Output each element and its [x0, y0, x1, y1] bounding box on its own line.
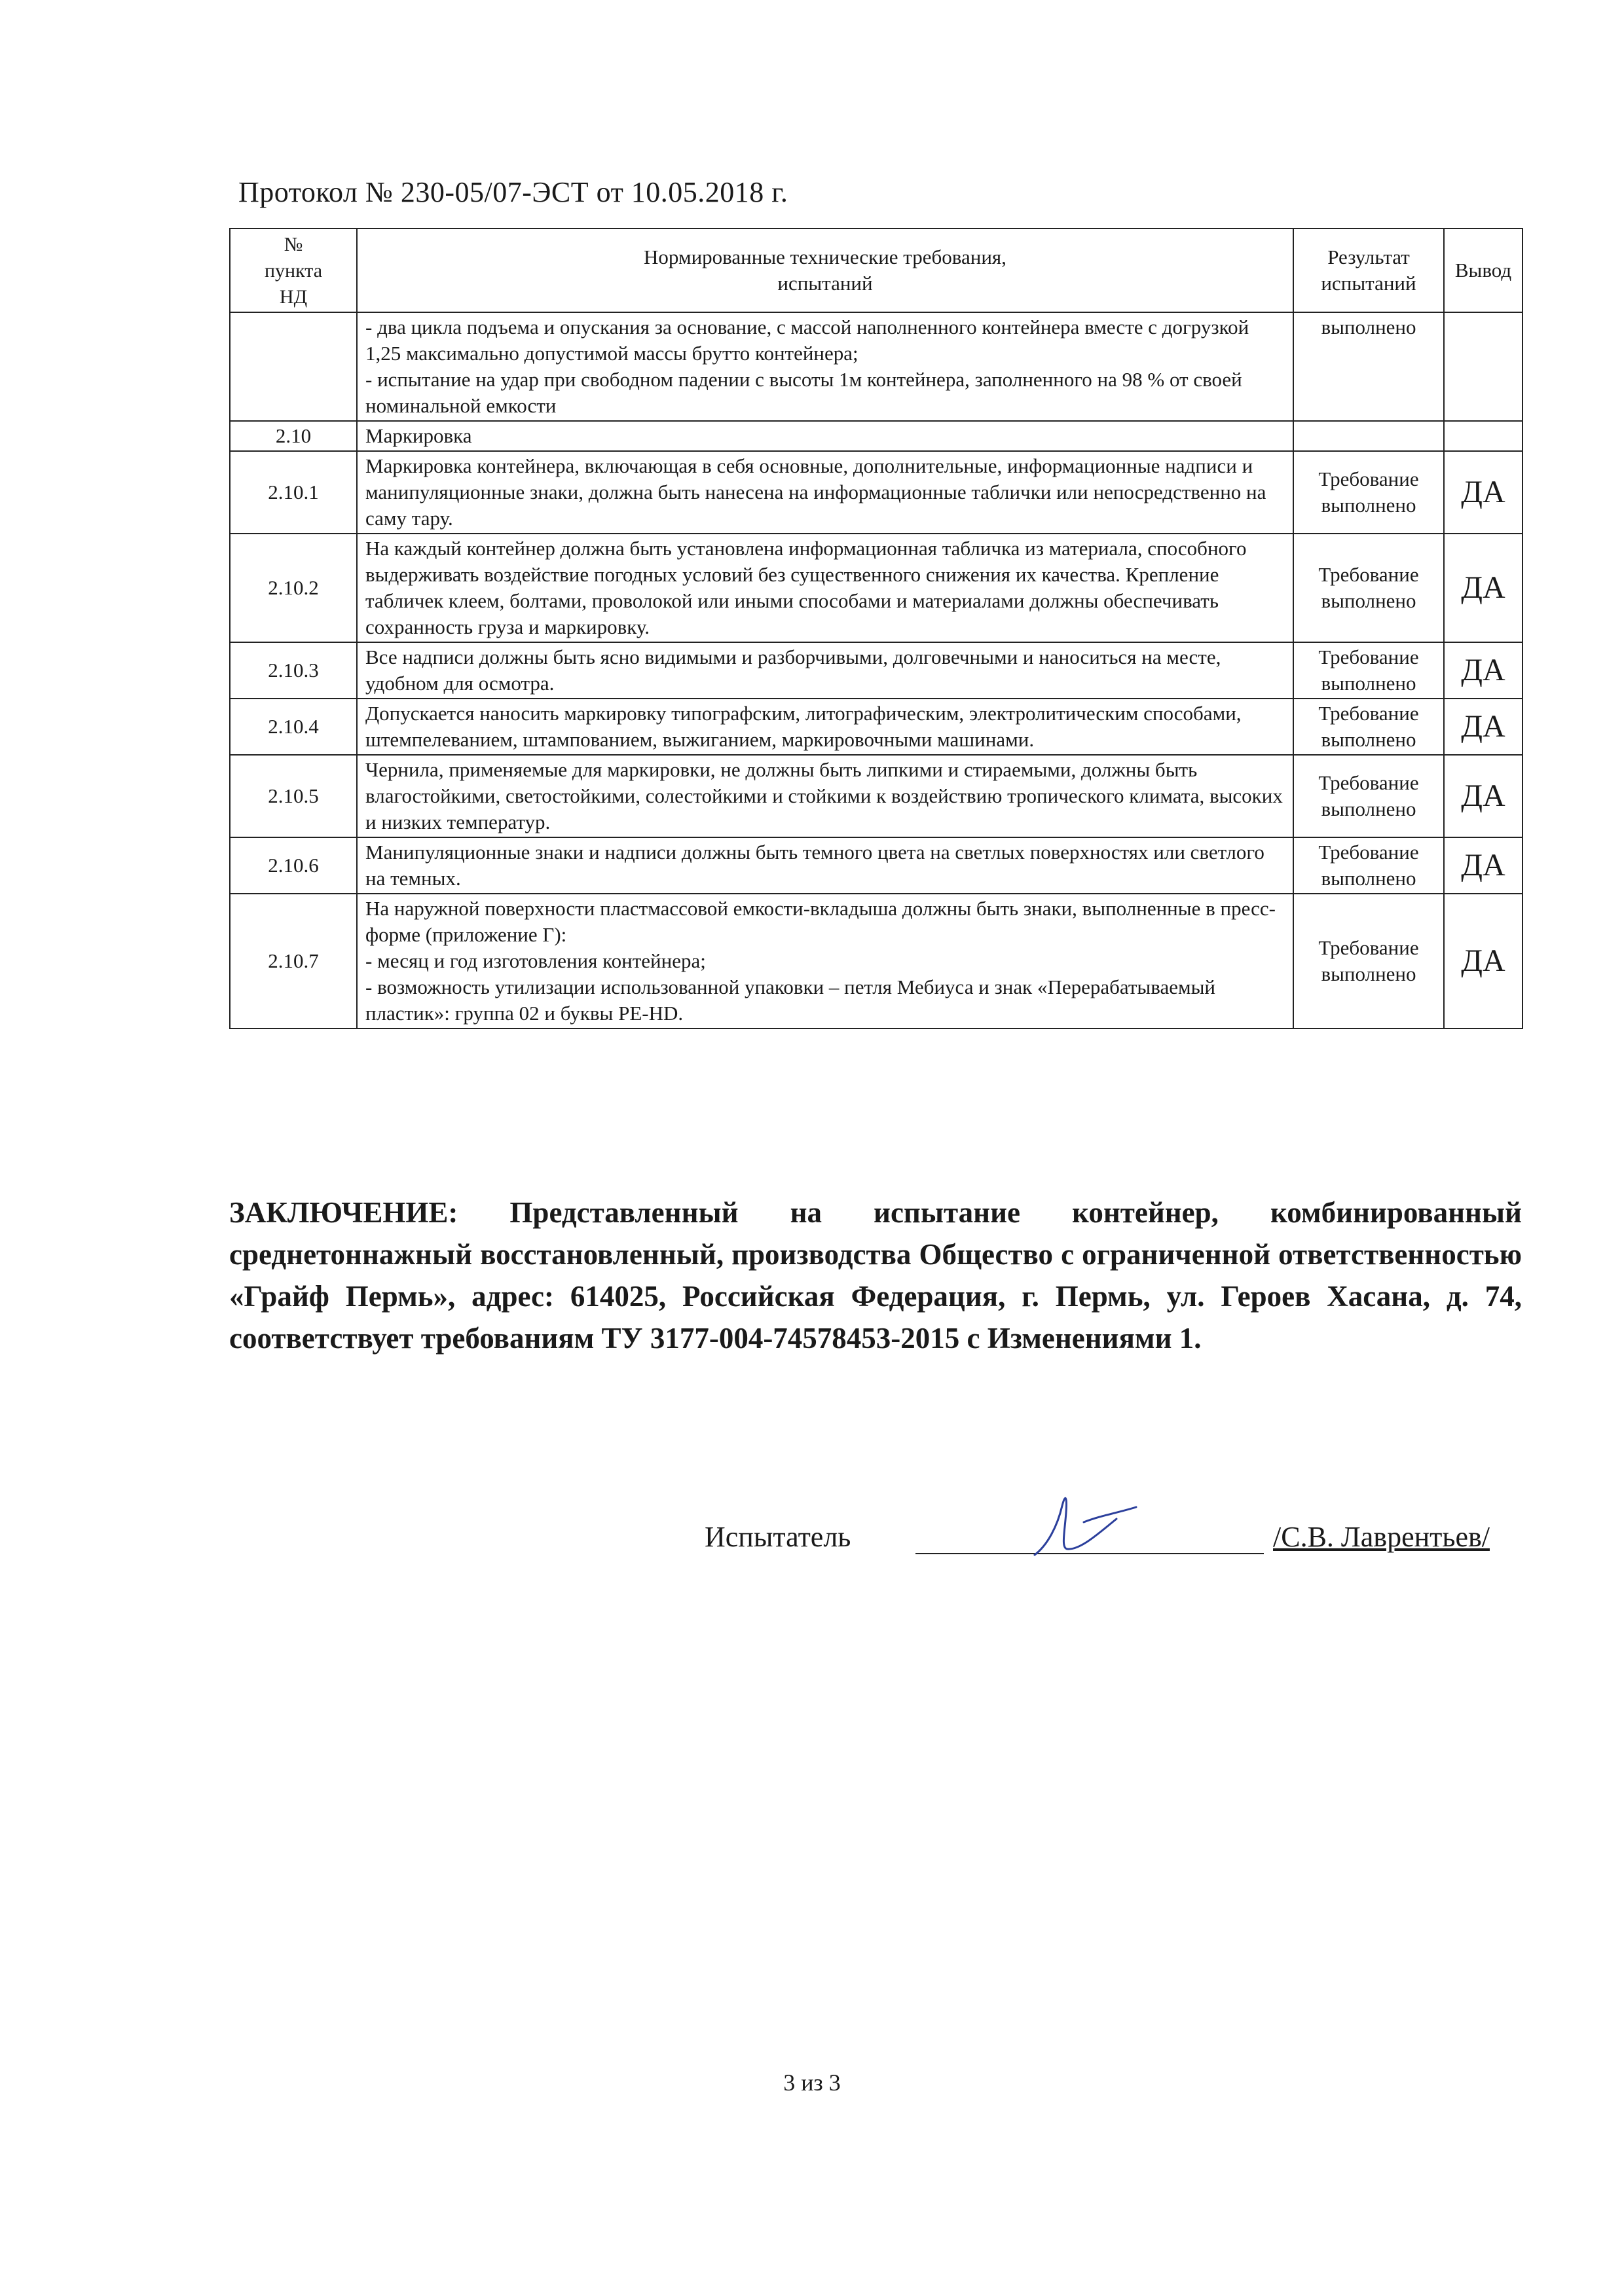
conclusion-paragraph: ЗАКЛЮЧЕНИЕ: Представленный на испытание контейнер, комбинированный среднетоннажный восстановленный, производства Общество с ограниченной ответственностью «Грайф Пермь», адрес: 614025, Российская Федерация, г. Пермь, ул. Героев Хасана, д. 74, соответствует требованиям ТУ 3177-004-74578453-2015 с Изменениями 1.: [229, 1196, 1522, 1355]
cell-requirement: Маркировка контейнера, включающая в себя основные, дополнительные, информационные надписи и манипуляционные знаки, должна быть нанесена на информационные таблички или непосредственно на саму тару.: [357, 451, 1293, 534]
table-row-continuation: [230, 312, 1522, 421]
cell-conclusion: ДА: [1444, 755, 1522, 837]
cell-result: выполнено: [1293, 312, 1444, 421]
page-number: 3 из 3: [783, 2069, 841, 2096]
header-conclusion-label: Вывод: [1454, 259, 1512, 282]
cell-num: 2.10.1: [230, 451, 357, 534]
cell-requirement: Чернила, применяемые для маркировки, не должны быть липкими и стираемыми, должны быть влагостойкими, светостойкими, солестойкими и стойкими к воздействию тропического климата, высоких и низких температур.: [357, 755, 1293, 837]
cell-requirement: Допускается наносить маркировку типографским, литографическим, электролитическим способами, штемпелеванием, штампованием, выжиганием, маркировочными машинами.: [357, 699, 1293, 755]
cell-requirement: На каждый контейнер должна быть установлена информационная табличка из материала, способного выдерживать воздействие погодных условий без существенного снижения их качества. Крепление табличек клеем, болтами, проволокой или иными способами и материалами должны обеспечивать сохранность груза и маркировку.: [357, 534, 1293, 642]
header-num-label: № пункта НД: [264, 234, 323, 308]
cell-result: Требование выполнено: [1293, 642, 1444, 699]
cell-requirement: На наружной поверхности пластмассовой емкости-вкладыша должны быть знаки, выполненные в пресс-форме (приложение Г): - месяц и год изготовления контейнера; - возможность утилизации использованной упаковки – петля Мебиуса и знак «Перерабатываемый пластик»: группа 02 и буквы PE-HD.: [357, 894, 1293, 1029]
cell-num: 2.10.4: [230, 699, 357, 755]
section-empty-conclusion: [1444, 421, 1522, 451]
requirements-table: [229, 228, 1523, 1029]
table-row: [230, 755, 1522, 837]
signer-role-label: Испытатель: [705, 1521, 851, 1553]
cell-conclusion: [1444, 312, 1522, 421]
cell-result: Требование выполнено: [1293, 837, 1444, 894]
header-conclusion: [1444, 228, 1522, 312]
handwritten-signature: [1022, 1486, 1153, 1565]
signer-name: /С.В. Лаврентьев/: [1273, 1521, 1490, 1553]
cell-result: Требование выполнено: [1293, 755, 1444, 837]
section-num: 2.10: [230, 421, 357, 451]
header-num: [230, 228, 357, 312]
section-empty-result: [1293, 421, 1444, 451]
cell-conclusion: ДА: [1444, 699, 1522, 755]
cell-num: [230, 312, 357, 421]
table-row-section: [230, 421, 1522, 451]
table-row: [230, 534, 1522, 642]
cell-num: 2.10.3: [230, 642, 357, 699]
cell-conclusion: ДА: [1444, 451, 1522, 534]
table-row: [230, 894, 1522, 1029]
header-requirements-label: Нормированные технические требования, испытаний: [644, 246, 1006, 295]
cell-num: 2.10.2: [230, 534, 357, 642]
header-result: [1293, 228, 1444, 312]
cell-result: Требование выполнено: [1293, 894, 1444, 1029]
cell-requirement: Манипуляционные знаки и надписи должны быть темного цвета на светлых поверхностях или светлого на темных.: [357, 837, 1293, 894]
table-header-row: [230, 228, 1522, 312]
cell-result: Требование выполнено: [1293, 534, 1444, 642]
protocol-title: Протокол № 230-05/07-ЭСТ от 10.05.2018 г.: [238, 176, 788, 208]
cell-result: Требование выполнено: [1293, 699, 1444, 755]
signature-block: [0, 1506, 1624, 1584]
cell-num: 2.10.7: [230, 894, 357, 1029]
cell-num: 2.10.5: [230, 755, 357, 837]
header-requirements: [357, 228, 1293, 312]
header-result-label: Результат испытаний: [1321, 246, 1416, 295]
cell-conclusion: ДА: [1444, 642, 1522, 699]
cell-requirement: - два цикла подъема и опускания за основание, с массой наполненного контейнера вместе с догрузкой 1,25 максимально допустимой массы брутто контейнера; - испытание на удар при свободном падении с высоты 1м контейнера, заполненного на 98 % от своей номинальной емкости: [357, 312, 1293, 421]
table-row: [230, 642, 1522, 699]
cell-conclusion: ДА: [1444, 837, 1522, 894]
table-row: [230, 699, 1522, 755]
cell-num: 2.10.6: [230, 837, 357, 894]
table-row: [230, 451, 1522, 534]
cell-conclusion: ДА: [1444, 894, 1522, 1029]
section-title: Маркировка: [357, 421, 1293, 451]
cell-result: Требование выполнено: [1293, 451, 1444, 534]
cell-requirement: Все надписи должны быть ясно видимыми и разборчивыми, долговечными и наноситься на месте, удобном для осмотра.: [357, 642, 1293, 699]
cell-conclusion: ДА: [1444, 534, 1522, 642]
table-row: [230, 837, 1522, 894]
